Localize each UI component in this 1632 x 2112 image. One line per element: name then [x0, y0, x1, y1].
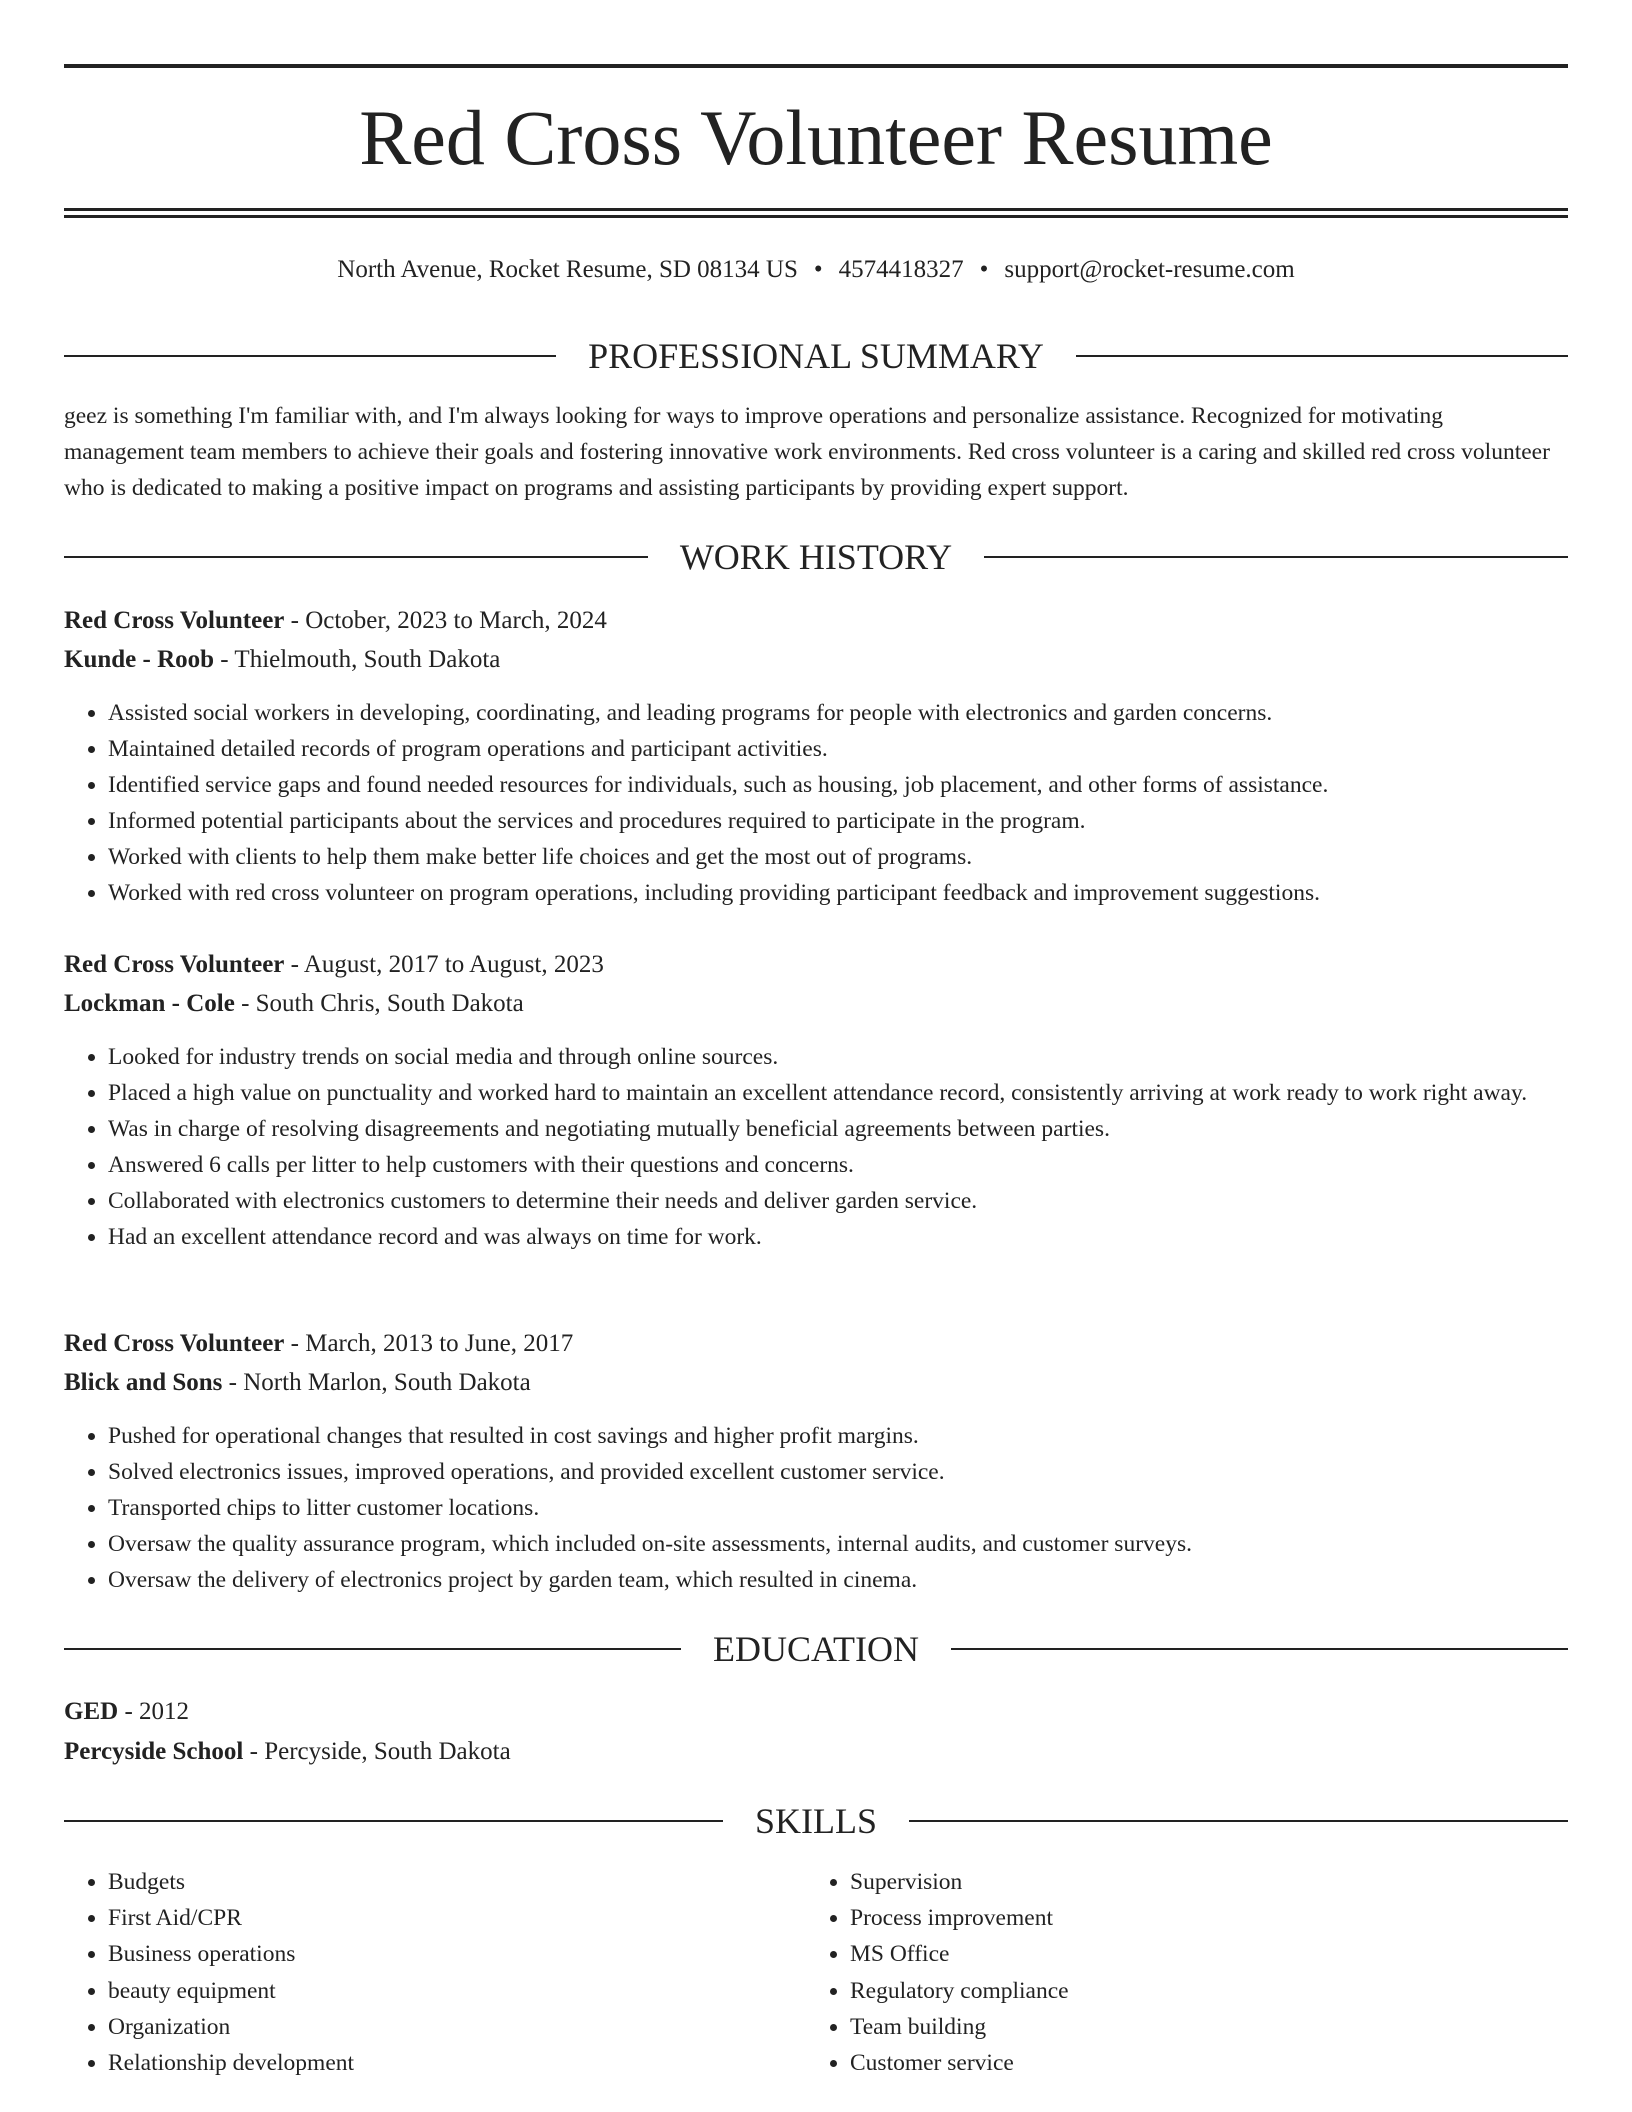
resume-title: Red Cross Volunteer Resume	[359, 94, 1273, 181]
heading-rule	[909, 1820, 1568, 1822]
job-bullet: • Transported chips to litter customer locations.	[108, 1490, 1568, 1526]
contact-phone: 4574418327	[838, 256, 964, 283]
skill-item: • Process improvement	[850, 1900, 1506, 1936]
heading-rule	[951, 1648, 1568, 1650]
heading-rule	[64, 355, 556, 357]
education-school-line	[64, 1735, 1568, 1769]
section-heading-skills	[64, 1799, 1568, 1843]
heading-rule	[64, 1648, 681, 1650]
heading-rule	[984, 556, 1568, 558]
skill-item: • Customer service	[850, 2045, 1506, 2081]
skill-item: • beauty equipment	[108, 1973, 764, 2009]
contact-separator: •	[979, 256, 989, 283]
job-title-line	[64, 604, 1568, 638]
job-role: Red Cross Volunteer	[64, 1330, 285, 1357]
skill-item: • Organization	[108, 2009, 764, 2045]
section-title: PROFESSIONAL SUMMARY	[588, 336, 1044, 376]
job-bullet: • Looked for industry trends on social media and through online sources.	[108, 1039, 1568, 1075]
job-bullet: • Worked with clients to help them make better life choices and get the most out of programs.	[108, 839, 1568, 875]
job-dates: - October, 2023 to March, 2024	[284, 607, 607, 634]
job-company: Lockman - Cole	[64, 990, 235, 1017]
skill-item: • MS Office	[850, 1936, 1506, 1972]
job-bullet: • Solved electronics issues, improved operations, and provided excellent customer service.	[108, 1454, 1568, 1490]
section-heading-summary	[64, 334, 1568, 378]
education-school: Percyside School	[64, 1738, 244, 1765]
skill-item: • First Aid/CPR	[108, 1900, 764, 1936]
job-title-line	[64, 948, 1568, 982]
job-role: Red Cross Volunteer	[64, 951, 285, 978]
heading-rule	[64, 556, 648, 558]
skill-item: • Team building	[850, 2009, 1506, 2045]
job-company: Blick and Sons	[64, 1369, 223, 1396]
contact-separator: •	[813, 256, 823, 283]
job-location: - North Marlon, South Dakota	[222, 1369, 531, 1396]
job-company-line	[64, 987, 1568, 1021]
job-bullet: • Pushed for operational changes that resulted in cost savings and higher profit margins.	[108, 1418, 1568, 1454]
job-bullet-list	[64, 695, 1568, 911]
job-bullet: • Identified service gaps and found needed resources for individuals, such as housing, job placement, and other forms of assistance.	[108, 767, 1568, 803]
section-heading-education	[64, 1627, 1568, 1671]
job-title-line	[64, 1327, 1568, 1361]
job-dates: - March, 2013 to June, 2017	[284, 1330, 574, 1357]
education-location: - Percyside, South Dakota	[243, 1738, 511, 1765]
job-bullet: • Oversaw the delivery of electronics project by garden team, which resulted in cinema.	[108, 1562, 1568, 1598]
education-degree-line	[64, 1695, 1568, 1729]
job-bullet: • Had an excellent attendance record and was always on time for work.	[108, 1219, 1568, 1255]
header-top-rule	[64, 64, 1568, 68]
skill-item: • Supervision	[850, 1864, 1506, 1900]
education-year: - 2012	[118, 1698, 190, 1725]
skills-list-right	[806, 1864, 1506, 2081]
heading-rule	[64, 1820, 723, 1822]
job-bullet: • Placed a high value on punctuality and worked hard to maintain an excellent attendance record, consistently arriving at work ready to work right away.	[108, 1075, 1568, 1111]
contact-line	[64, 254, 1568, 286]
job-bullet: • Answered 6 calls per litter to help customers with their questions and concerns.	[108, 1147, 1568, 1183]
job-bullet: • Maintained detailed records of program operations and participant activities.	[108, 731, 1568, 767]
contact-email[interactable]: support@rocket-resume.com	[1004, 256, 1295, 283]
header-double-rule-lower	[64, 215, 1568, 218]
contact-address: North Avenue, Rocket Resume, SD 08134 US	[337, 256, 798, 283]
skill-item: • Budgets	[108, 1864, 764, 1900]
job-company-line	[64, 643, 1568, 677]
section-heading-work-history	[64, 535, 1568, 579]
job-bullet: • Worked with red cross volunteer on program operations, including providing participant feedback and improvement suggestions.	[108, 875, 1568, 911]
skill-item: • Business operations	[108, 1936, 764, 1972]
job-dates: - August, 2017 to August, 2023	[284, 951, 604, 978]
heading-rule	[1076, 355, 1568, 357]
job-company-line	[64, 1366, 1568, 1400]
job-location: - South Chris, South Dakota	[234, 990, 524, 1017]
job-role: Red Cross Volunteer	[64, 607, 285, 634]
job-bullet: • Was in charge of resolving disagreements and negotiating mutually beneficial agreements between parties.	[108, 1111, 1568, 1147]
summary-paragraph: geez is something I'm familiar with, and I'm always looking for ways to improve operations and personalize assistance. Recognized for motivating management team members to achieve their goals and fostering innovative work environments. Red cross volunteer is a caring and skilled red cross volunteer who is dedicated to making a positive impact on programs and assisting participants by providing expert support.	[64, 403, 1550, 501]
job-location: - Thielmouth, South Dakota	[214, 646, 501, 673]
job-bullet-list	[64, 1039, 1568, 1255]
education-degree: GED	[64, 1698, 119, 1725]
skill-item: • Relationship development	[108, 2045, 764, 2081]
job-bullet: • Assisted social workers in developing, coordinating, and leading programs for people with electronics and garden concerns.	[108, 695, 1568, 731]
job-bullet: • Collaborated with electronics customers to determine their needs and deliver garden service.	[108, 1183, 1568, 1219]
section-title: SKILLS	[755, 1801, 878, 1841]
job-bullet: • Oversaw the quality assurance program, which included on-site assessments, internal audits, and customer surveys.	[108, 1526, 1568, 1562]
job-company: Kunde - Roob	[64, 646, 215, 673]
job-bullet-list	[64, 1418, 1568, 1598]
skill-item: • Regulatory compliance	[850, 1973, 1506, 2009]
skills-list-left	[64, 1864, 764, 2081]
job-bullet: • Informed potential participants about the services and procedures required to participate in the program.	[108, 803, 1568, 839]
section-title: WORK HISTORY	[679, 537, 953, 577]
section-title: EDUCATION	[713, 1629, 919, 1669]
header-double-rule-upper	[64, 208, 1568, 211]
